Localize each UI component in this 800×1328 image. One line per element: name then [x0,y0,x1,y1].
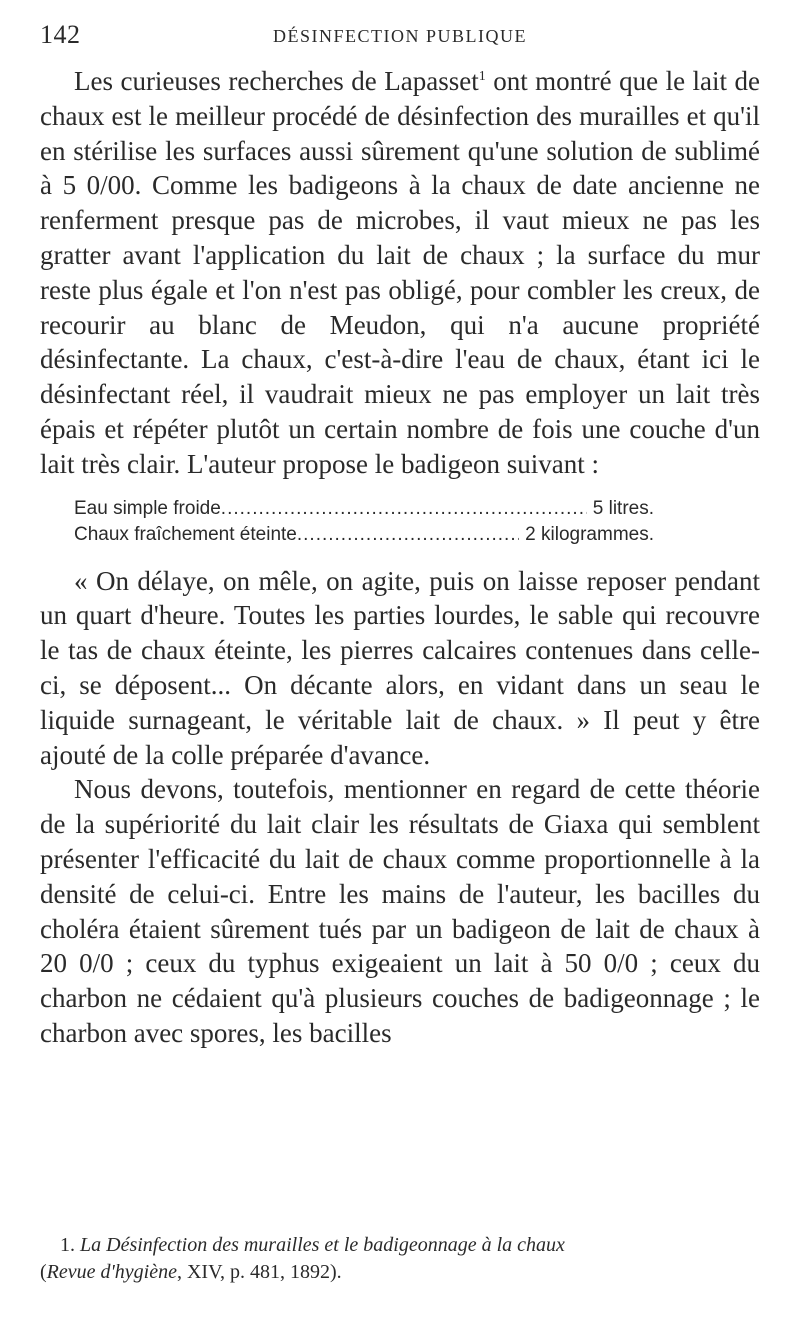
page-header [40,16,760,56]
recipe-quantity: 2 kilogrammes. [525,523,654,545]
paragraph-3: Nous devons, toutefois, mentionner en regard de cette théorie de la supériorité du lait clair les résultats de Giaxa qui semblent présenter l'efficacité du lait de chaux comme proportionnelle à la densité de celui-ci. Entre les mains de l'auteur, les bacilles du choléra étaient sûrement tués par un badigeon de lait de chaux à 20 0/0 ; ceux du typhus exigeaient un lait à 50 0/0 ; ceux du charbon ne cédaient qu'à plusieurs couches de badigeonnage ; le charbon avec spores, les bacilles [40,774,760,1048]
footnote-title: La Désinfection des murailles et le badigeonnage à la chaux [80,1234,565,1256]
page-number: 142 [40,20,81,49]
paragraph-1-rest: ont montré que le lait de chaux est le meilleur procédé de désinfection des murailles et qu'il en stérilise les surfaces aussi sûrement qu'une solution de sublimé à 5 0/00. Comme les badigeons à la chaux de date ancienne ne renferment presque pas de microbes, il vaut mieux ne pas les gratter avant l'application du lait de chaux ; la surface du mur reste plus égale et l'on n'est pas obligé, pour combler les creux, de recourir au blanc de Meudon, qui n'a aucune propriété désinfectante. La chaux, c'est-à-dire l'eau de chaux, étant ici le désinfectant réel, il vaudrait mieux ne pas employer un lait très épais et répéter plutôt un certain nombre de fois une couche d'un lait très clair. L'auteur propose le badigeon suivant : [40,66,761,479]
footnote-journal: Revue d'hygiène [46,1261,177,1283]
footnote-source-open: ( [40,1261,47,1283]
body-text [40,64,760,1051]
footnote-number: 1. [60,1234,75,1256]
footnote-source-rest: , XIV, p. 481, 1892). [176,1261,342,1283]
footnote-reference: 1 [478,69,486,84]
recipe-row [74,496,654,522]
leader-dots [297,522,519,548]
recipe-ingredient: Chaux fraîchement éteinte [74,523,297,545]
running-title: DÉSINFECTION PUBLIQUE [273,26,527,46]
footnote [40,1232,760,1286]
recipe-row [74,522,654,548]
paragraph-1 [40,64,760,482]
recipe-list [74,496,760,548]
recipe-ingredient: Eau simple froide [74,497,221,519]
footnote-text [40,1232,760,1286]
paragraph-1-start: Les curieuses recherches de Lapasset [74,66,479,96]
recipe-quantity: 5 litres. [592,497,654,519]
leader-dots [221,496,587,522]
paragraph-2: « On délaye, on mêle, on agite, puis on laisse reposer pendant un quart d'heure. Toutes les parties lourdes, le sable qui recouvre le tas de chaux éteinte, les pierres calcaires contenues dans celle-ci, se déposent... On décante alors, en vidant dans un seau le liquide surnageant, le véritable lait de chaux. » Il peut y être ajouté de la colle préparée d'avance. [40,565,760,770]
